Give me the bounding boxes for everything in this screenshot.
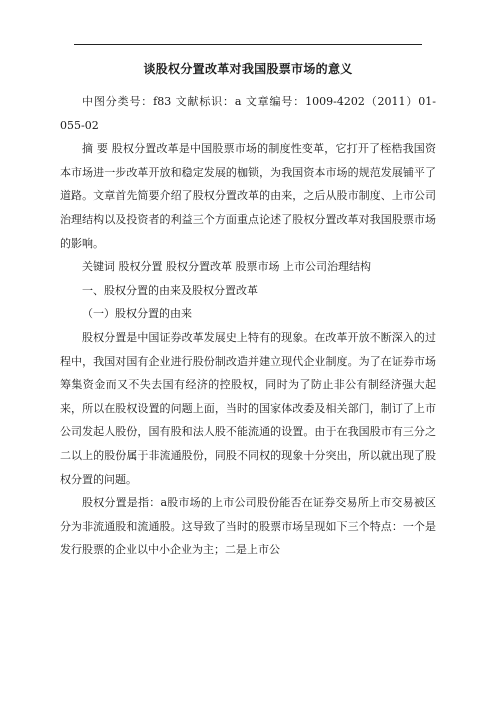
subsection-heading: （一）股权分置的由来 (82, 307, 192, 321)
article-body (60, 62, 436, 562)
article-title: 谈股权分置改革对我国股票市场的意义 (143, 62, 353, 76)
abstract-paragraph: 摘 要 股权分置改革是中国股票市场的制度性变革，它打开了桎梏我国资本市场进一步改革开放和稳定发展的枷锁，为我国资本市场的规范发展铺平了道路。文章首先简要介绍了股权分置改革的由来，之后从股市制度、上市公司治理结构以及投资者的利益三个方面重点论述了股权分置改革对我国股票市场的影响。 (60, 142, 436, 250)
keywords-line: 关键词 股权分置 股权分置改革 股票市场 上市公司治理结构 (82, 260, 371, 274)
section-heading: 一、股权分置的由来及股权分置改革 (82, 283, 258, 297)
body-paragraph: 股权分置是中国证券改革发展史上特有的现象。在改革开放不断深入的过程中，我国对国有企业进行股份制改造并建立现代企业制度。为了在证券市场筹集资金而又不失去国有经济的控股权，同时为了防止非公有制经济强大起来，所以在股权设置的问题上面，当时的国家体改委及相关部门，制订了上市公司发起人股份，国有股和法人股不能流通的设置。由于在我国股市有三分之二以上的股份属于非流通股份，同股不同权的现象十分突出，所以就出现了股权分置的问题。 (60, 330, 436, 486)
classification-line: 中图分类号：f83 文献标识：a 文章编号：1009-4202（2011）01-055-02 (60, 95, 436, 132)
body-paragraph: 股权分置是指：a股市场的上市公司股份能否在证券交易所上市交易被区分为非流通股和流通股。这导致了当时的股票市场呈现如下三个特点：一个是发行股票的企业以中小企业为主；二是上市公 (60, 496, 436, 557)
header-rule (74, 44, 422, 45)
